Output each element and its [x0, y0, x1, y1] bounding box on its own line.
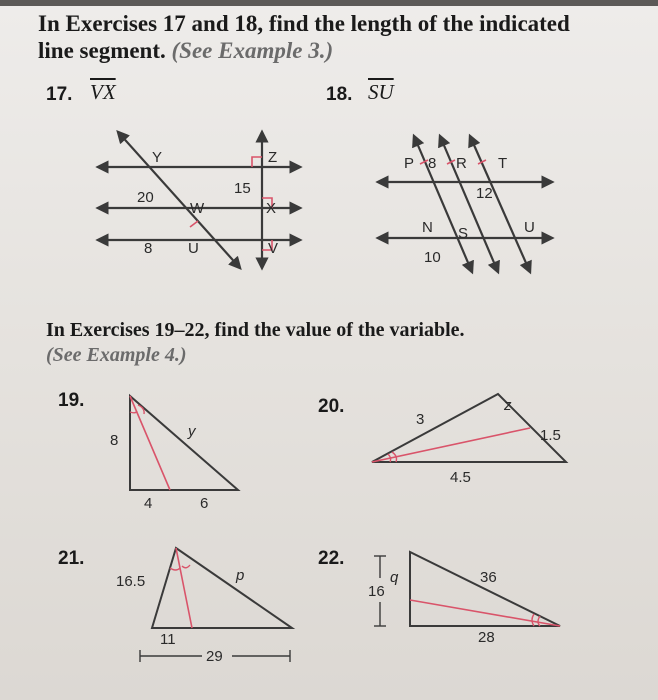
example-reference: (See Example 3.): [171, 38, 334, 63]
exercise-21-number: 21.: [58, 548, 85, 569]
segment-vx: $\overline{VX}$: [90, 80, 116, 104]
label-q-22: q: [390, 569, 399, 586]
label-12: 12: [476, 185, 493, 202]
label-8-19: 8: [110, 432, 119, 449]
label-10: 10: [424, 249, 441, 266]
label-t: T: [498, 155, 508, 172]
segment-su: $\overline{SU}$: [368, 80, 394, 104]
example-reference-2: (See Example 4.): [46, 344, 187, 366]
label-u: U: [188, 240, 199, 257]
label-16-22: 16: [368, 583, 385, 600]
label-4-19: 4: [144, 495, 153, 512]
label-w: W: [190, 200, 205, 217]
label-p-21: p: [236, 567, 245, 584]
label-r: R: [456, 155, 467, 172]
label-s: S: [458, 225, 469, 242]
label-29-21: 29: [206, 648, 223, 665]
label-u-18: U: [524, 219, 535, 236]
triangle-22: [410, 552, 560, 626]
label-y-19: y: [188, 423, 196, 440]
label-16-5-21: 16.5: [116, 573, 146, 590]
label-8: 8: [144, 240, 153, 257]
label-36-22: 36: [480, 569, 497, 586]
label-3-20: 3: [416, 411, 425, 428]
label-4-5-20: 4.5: [450, 469, 471, 486]
label-28-22: 28: [478, 629, 495, 646]
instructions-line-2-text: line segment.: [38, 38, 166, 63]
label-20: 20: [137, 189, 154, 206]
instructions-line-1: In Exercises 17 and 18, find the length of the indicated: [38, 11, 570, 36]
label-x: X: [266, 200, 277, 217]
label-1-5-20: 1.5: [540, 427, 561, 444]
exercise-18-number: 18.: [326, 84, 353, 105]
label-z: Z: [268, 149, 278, 166]
label-z-20: z: [504, 397, 512, 414]
label-8-18: 8: [428, 155, 437, 172]
label-y: Y: [152, 149, 163, 166]
label-15: 15: [234, 180, 251, 197]
label-11-21: 11: [160, 631, 176, 648]
label-6-19: 6: [200, 495, 209, 512]
exercise-20-number: 20.: [318, 396, 345, 417]
instructions-2-line-1: In Exercises 19–22, find the value of the variable.: [46, 319, 465, 341]
exercise-19-number: 19.: [58, 390, 85, 411]
label-v: V: [268, 240, 279, 257]
exercise-22-number: 22.: [318, 548, 345, 569]
exercise-17-number: 17.: [46, 84, 73, 105]
label-p: P: [404, 155, 415, 172]
label-n: N: [422, 219, 433, 236]
